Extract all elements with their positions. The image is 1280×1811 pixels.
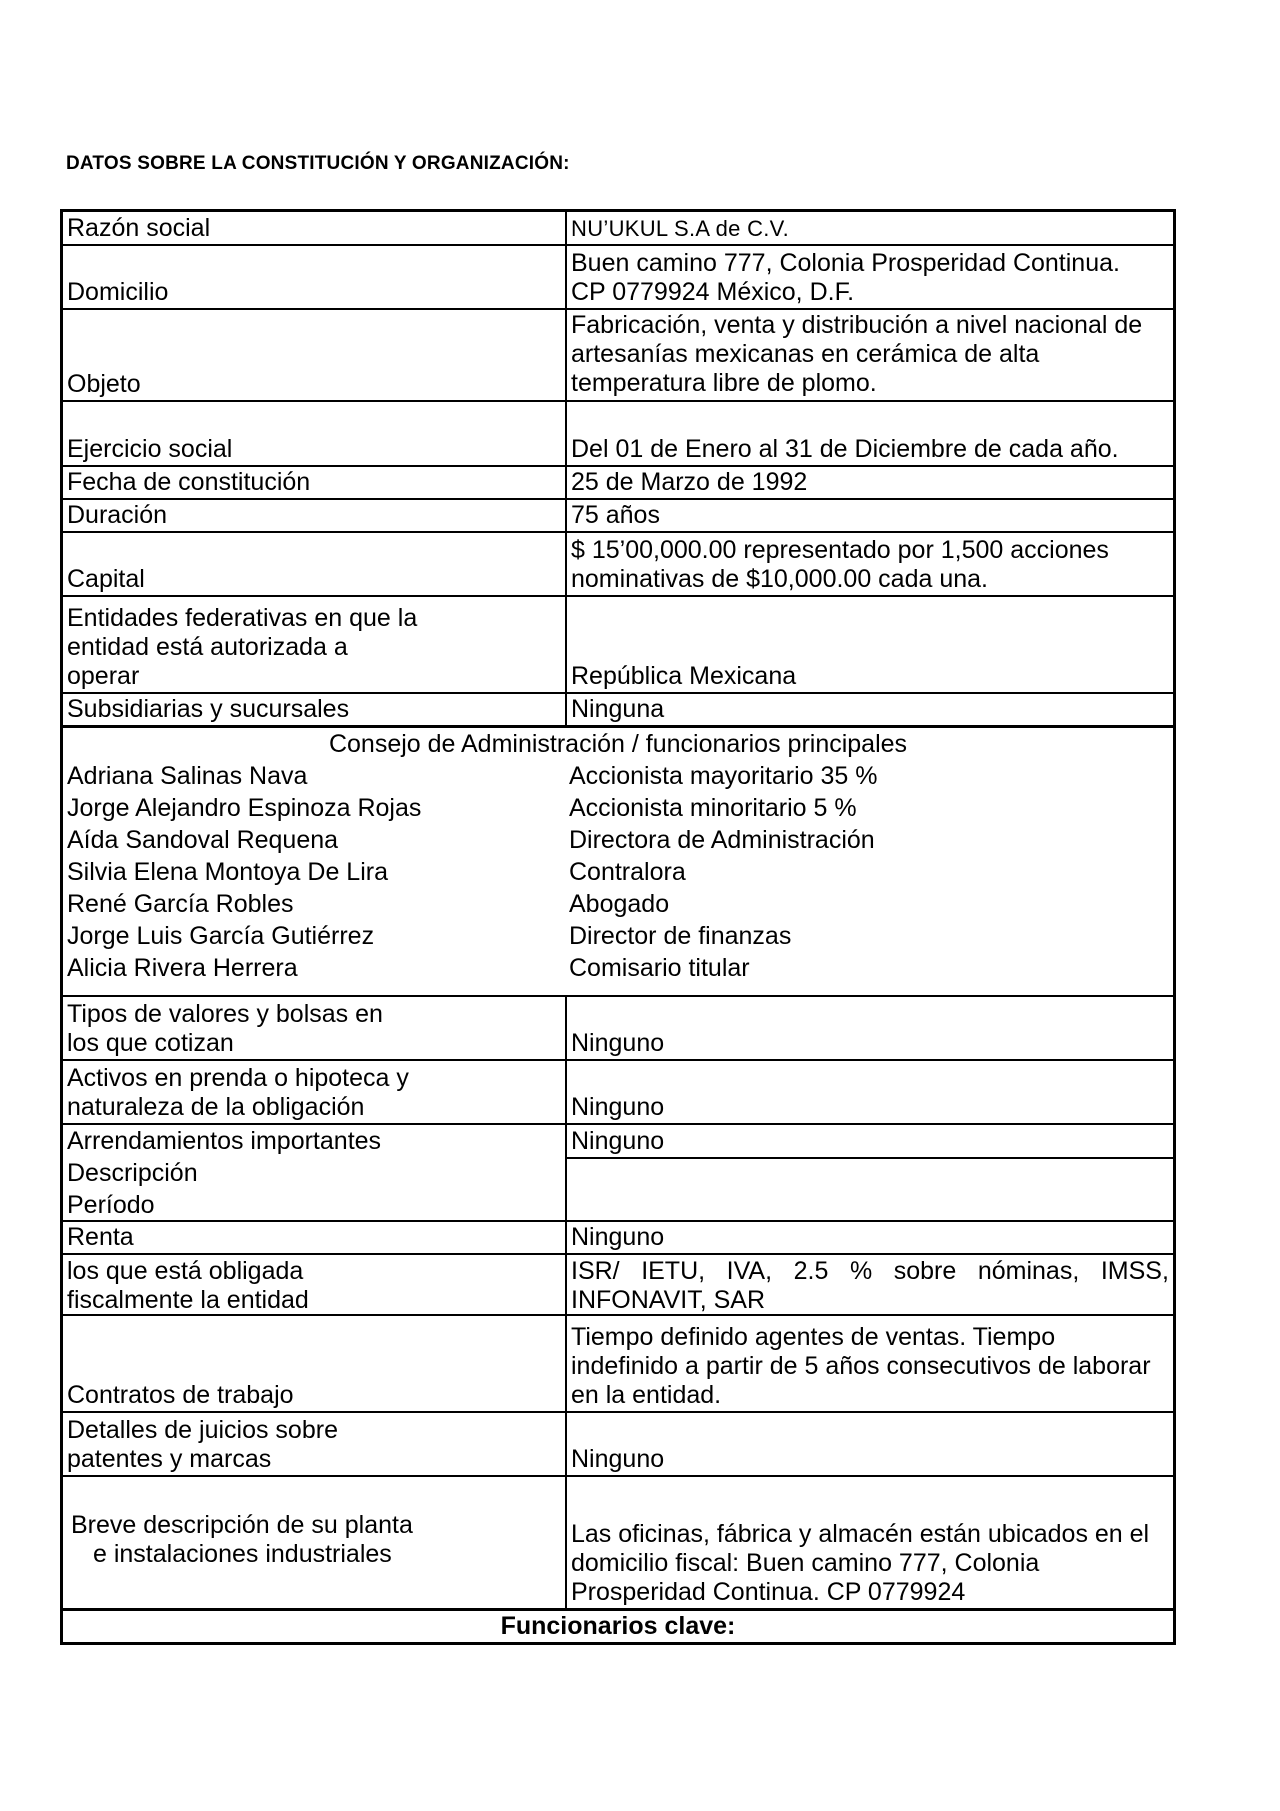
fiscal-word: IVA, <box>726 1257 773 1285</box>
label-activos-prenda: Activos en prenda o hipoteca y naturaleza de la obligación <box>67 1064 409 1121</box>
value-subsidiarias: Ninguna <box>565 694 1173 725</box>
label-razon-social: Razón social <box>67 214 211 242</box>
label-capital: Capital <box>67 565 145 593</box>
council-title: Consejo de Administración / funcionarios principales <box>328 730 908 758</box>
row-objeto <box>63 308 1173 400</box>
label-subsidiarias: Subsidiarias y sucursales <box>67 695 350 723</box>
member-name: Alicia Rivera Herrera <box>67 954 298 982</box>
member-role: Comisario titular <box>569 954 750 982</box>
member-name: Adriana Salinas Nava <box>67 762 308 790</box>
row-razon-social <box>63 212 1173 244</box>
council-member <box>63 952 1173 984</box>
member-name: Aída Sandoval Requena <box>67 826 339 854</box>
row-renta <box>63 1220 1173 1253</box>
fiscal-line-1 <box>571 1257 1169 1286</box>
council-member <box>63 888 1173 920</box>
value-arrendamientos-cell <box>565 1125 1173 1220</box>
row-duracion <box>63 498 1173 531</box>
value-objeto: Fabricación, venta y distribución a nivel nacional de artesanías mexicanas en cerámica de alta temperatura libre de plomo. <box>565 310 1173 400</box>
council-member <box>63 824 1173 856</box>
council-member <box>63 760 1173 792</box>
member-name: Jorge Alejandro Espinoza Rojas <box>67 794 422 822</box>
descripcion-periodo-divider <box>567 1157 1173 1159</box>
value-entidades-federativas: República Mexicana <box>565 597 1173 692</box>
fiscal-word: IETU, <box>641 1257 706 1285</box>
row-subsidiarias <box>63 692 1173 725</box>
value-ejercicio-social: Del 01 de Enero al 31 de Diciembre de cada año. <box>565 402 1173 465</box>
value-fecha-constitucion: 25 de Marzo de 1992 <box>565 467 1173 498</box>
label-renta: Renta <box>67 1223 134 1251</box>
member-role: Contralora <box>569 858 686 886</box>
label-descripcion: Descripción <box>67 1159 198 1187</box>
row-juicios <box>63 1411 1173 1475</box>
row-arrendamientos <box>63 1123 1173 1220</box>
value-razon-social: NU’UKUL S.A de C.V. <box>565 212 1173 244</box>
value-contratos-trabajo: Tiempo definido agentes de ventas. Tiempo indefinido a partir de 5 años consecutivos de laborar en la entidad. <box>565 1316 1173 1411</box>
label-domicilio: Domicilio <box>67 278 169 306</box>
row-activos-prenda <box>63 1059 1173 1123</box>
value-arrendamientos: Ninguno <box>571 1127 665 1155</box>
value-renta: Ninguno <box>565 1222 1173 1253</box>
member-name: Silvia Elena Montoya De Lira <box>67 858 388 886</box>
council-member <box>63 792 1173 824</box>
council-block <box>63 725 1173 995</box>
constitution-table <box>60 209 1176 1645</box>
value-tipos-valores: Ninguno <box>565 997 1173 1059</box>
member-role: Accionista mayoritario 35 % <box>569 762 878 790</box>
member-role: Directora de Administración <box>569 826 875 854</box>
fiscal-word: nóminas, <box>977 1257 1080 1285</box>
label-ejercicio-social: Ejercicio social <box>67 435 233 463</box>
label-juicios: Detalles de juicios sobre patentes y marcas <box>67 1416 338 1473</box>
label-arrendamientos: Arrendamientos importantes Descripción Período <box>63 1125 565 1220</box>
label-duracion: Duración <box>67 501 168 529</box>
value-obligaciones-fiscales: ISR/ IETU, IVA, 2.5 % sobre nóminas, IMSS, INFONAVIT, SAR <box>565 1255 1173 1314</box>
label-tipos-valores: Tipos de valores y bolsas en los que cotizan <box>67 1000 383 1057</box>
council-member <box>63 856 1173 888</box>
fiscal-word: IMSS, <box>1100 1257 1169 1285</box>
council-member <box>63 920 1173 952</box>
label-fecha-constitucion: Fecha de constitución <box>67 468 311 496</box>
member-name: Jorge Luis García Gutiérrez <box>67 922 375 950</box>
fiscal-word: % <box>849 1257 873 1285</box>
label-contratos-trabajo: Contratos de trabajo <box>67 1381 294 1409</box>
fiscal-word: ISR/ <box>571 1257 620 1285</box>
member-role: Abogado <box>569 890 670 918</box>
row-tipos-valores <box>63 995 1173 1059</box>
fiscal-word: 2.5 <box>793 1257 829 1285</box>
document-heading: DATOS SOBRE LA CONSTITUCIÓN Y ORGANIZACIÓN: <box>66 153 570 174</box>
row-domicilio <box>63 244 1173 308</box>
label-entidades-federativas: Entidades federativas en que la entidad está autorizada a operar <box>67 604 418 690</box>
value-activos-prenda: Ninguno <box>565 1061 1173 1123</box>
value-capital: $ 15’00,000.00 representado por 1,500 acciones nominativas de $10,000.00 cada una. <box>565 533 1173 595</box>
member-role: Director de finanzas <box>569 922 792 950</box>
row-contratos-trabajo <box>63 1314 1173 1411</box>
member-role: Accionista minoritario 5 % <box>569 794 857 822</box>
value-domicilio: Buen camino 777, Colonia Prosperidad Continua. CP 0779924 México, D.F. <box>565 246 1173 308</box>
member-name: René García Robles <box>67 890 294 918</box>
row-ejercicio-social <box>63 400 1173 465</box>
value-duracion: 75 años <box>565 500 1173 531</box>
label-periodo: Período <box>67 1191 155 1219</box>
row-planta <box>63 1475 1173 1608</box>
value-juicios: Ninguno <box>565 1413 1173 1475</box>
row-obligaciones-fiscales <box>63 1253 1173 1314</box>
row-entidades-federativas <box>63 595 1173 692</box>
key-officers-header: Funcionarios clave: <box>63 1608 1173 1645</box>
row-fecha-constitucion <box>63 465 1173 498</box>
value-planta: Las oficinas, fábrica y almacén están ubicados en el domicilio fiscal: Buen camino 777, Colonia Prosperidad Continua. CP 0779924 <box>565 1477 1173 1608</box>
label-objeto: Objeto <box>67 370 141 398</box>
label-planta: Breve descripción de su planta e instalaciones industriales <box>71 1511 413 1568</box>
fiscal-word: sobre <box>893 1257 957 1285</box>
row-capital <box>63 531 1173 595</box>
label-obligaciones-fiscales: los que está obligada fiscalmente la entidad <box>67 1257 309 1314</box>
